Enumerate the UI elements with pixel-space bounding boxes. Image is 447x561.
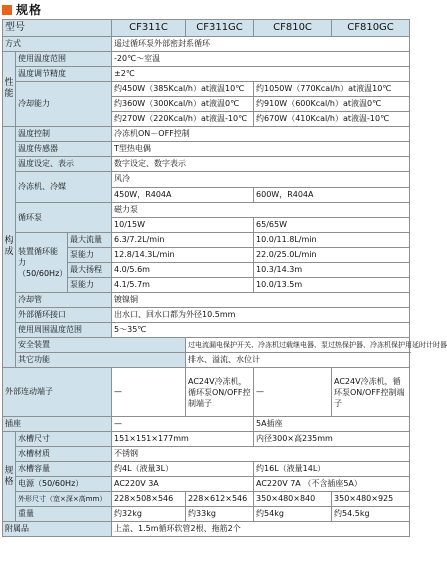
- row-value: 风冷: [112, 172, 410, 188]
- capacity-large: 22.0/25.0L/min: [254, 248, 410, 263]
- cooling-large-2: 约910W（600Kcal/h）at液温0℃: [254, 97, 410, 112]
- table-row: [3, 233, 410, 248]
- table-row: [3, 338, 410, 353]
- capacity-large: 10.3/14.3m: [254, 263, 410, 278]
- capacity-small: 4.0/5.6m: [112, 263, 254, 278]
- row-label: 外部连动端子: [3, 368, 112, 417]
- row-value: -20℃～室温: [112, 52, 410, 67]
- table-row: [3, 67, 410, 82]
- dim-cf810gc: 350×480×925: [332, 492, 410, 507]
- sub-label: 最大流量: [68, 233, 112, 248]
- sub-label: 泵能力: [68, 248, 112, 263]
- row-label: 使用周围温度范围: [16, 323, 112, 338]
- row-label: 其它功能: [16, 353, 186, 368]
- cooling-small-1: 约450W（385Kcal/h）at液温10℃: [112, 82, 254, 97]
- table-row: [3, 142, 410, 157]
- group-specs: 规格: [3, 432, 16, 522]
- row-value: 镀镍铜: [112, 293, 410, 308]
- row-label: 冷却管: [16, 293, 112, 308]
- row-label: 插座: [3, 417, 112, 432]
- pump-small: 10/15W: [112, 218, 254, 233]
- weight-cf311c: 约32kg: [112, 507, 186, 522]
- table-row: [3, 447, 410, 462]
- power-small: AC220V 3A: [112, 477, 254, 492]
- header-row: [3, 20, 410, 37]
- weight-cf311gc: 约33kg: [186, 507, 254, 522]
- row-label: 水槽材质: [16, 447, 112, 462]
- orange-square-icon: [2, 5, 12, 15]
- table-row: [3, 37, 410, 52]
- section-title: 规格: [16, 3, 43, 17]
- row-value: 过电流漏电保护开关、冷冻机过载继电器、泵过热保护器、冷冻机保护用延时计时器: [186, 338, 410, 353]
- cooling-small-3: 约270W（220Kcal/h）at液温-10℃: [112, 112, 254, 127]
- socket-large: 5A插座: [254, 417, 410, 432]
- table-row: [3, 462, 410, 477]
- row-label: 电源（50/60Hz）: [16, 477, 112, 492]
- spec-table: [2, 19, 447, 537]
- table-row: [3, 417, 410, 432]
- table-row: [3, 323, 410, 338]
- table-row: [3, 293, 410, 308]
- sub-label: 泵能力: [68, 278, 112, 293]
- table-row: [3, 507, 410, 522]
- tank-size-large: 内径300×高235mm: [254, 432, 410, 447]
- row-label: 温度传感器: [16, 142, 112, 157]
- cooling-large-3: 约670W（410Kcal/h）at液温-10℃: [254, 112, 410, 127]
- terminal-cf810gc: AC24V冷冻机，循环泵ON/OFF控制端子: [332, 368, 410, 417]
- table-row: [3, 353, 410, 368]
- model-cf311gc: CF311GC: [186, 20, 254, 37]
- dim-cf810c: 350×480×840: [254, 492, 332, 507]
- row-label: 方式: [3, 37, 112, 52]
- row-value: 排水、溢流、水位计: [186, 353, 410, 368]
- section-header: [2, 1, 42, 18]
- row-value: 上盖、1.5m循环软管2根、拖筋2个: [112, 522, 410, 537]
- row-label: 使用温度范围: [16, 52, 112, 67]
- row-label: 安全装置: [16, 338, 186, 353]
- chiller-large: 600W，R404A: [254, 187, 410, 203]
- terminal-cf810c: —: [254, 368, 332, 417]
- row-label: 外部循环接口: [16, 308, 112, 323]
- group-performance: 性能: [3, 52, 16, 127]
- dim-cf311gc: 228×612×546: [186, 492, 254, 507]
- row-label: 重量: [16, 507, 112, 522]
- capacity-large: 10.0/13.5m: [254, 278, 410, 293]
- row-label: 温度设定、表示: [16, 157, 112, 172]
- row-label: 温度控制: [16, 127, 112, 142]
- model-cf810c: CF810C: [254, 20, 332, 37]
- cooling-small-2: 约360W（300Kcal/h）at液温0℃: [112, 97, 254, 112]
- row-value: 不锈钢: [112, 447, 410, 462]
- capacity-small: 6.3/7.2L/min: [112, 233, 254, 248]
- row-value: 磁力泵: [112, 203, 410, 218]
- tank-cap-small: 约4L（液量3L）: [112, 462, 254, 477]
- capacity-small: 4.1/5.7m: [112, 278, 254, 293]
- table-row: [3, 172, 410, 188]
- socket-small: —: [112, 417, 254, 432]
- terminal-cf311gc: AC24V冷冻机，循环泵ON/OFF控制端子: [186, 368, 254, 417]
- sub-label: 最大扬程: [68, 263, 112, 278]
- row-value: 数字设定、数字表示: [112, 157, 410, 172]
- row-value: 出水口、回水口都为外径10.5mm: [112, 308, 410, 323]
- row-value: 5～35℃: [112, 323, 410, 338]
- pump-large: 65/65W: [254, 218, 410, 233]
- table-row: [3, 522, 410, 537]
- table-row: [3, 432, 410, 447]
- row-label: 水槽尺寸: [16, 432, 112, 447]
- row-label: 外形尺寸（宽×深×高mm）: [16, 492, 112, 507]
- capacity-large: 10.0/11.8L/min: [254, 233, 410, 248]
- weight-cf810c: 约54kg: [254, 507, 332, 522]
- header-label: 型号: [3, 20, 112, 37]
- power-large: AC220V 7A （不含插座5A）: [254, 477, 410, 492]
- terminal-cf311c: —: [112, 368, 186, 417]
- row-label: 冷冻机、冷媒: [16, 172, 112, 203]
- chiller-small: 450W，R404A: [112, 187, 254, 203]
- tank-cap-large: 约16L（液量14L）: [254, 462, 410, 477]
- table-row: [3, 308, 410, 323]
- table-row: [3, 52, 410, 67]
- table-row: [3, 127, 410, 142]
- capacity-small: 12.8/14.3L/min: [112, 248, 254, 263]
- tank-size-small: 151×151×177mm: [112, 432, 254, 447]
- row-value: 冷冻机ON－OFF控制: [112, 127, 410, 142]
- row-label: 冷却能力: [16, 82, 112, 127]
- row-value: T型热电偶: [112, 142, 410, 157]
- cooling-large-1: 约1050W（770Kcal/h）at液温10℃: [254, 82, 410, 97]
- model-cf810gc: CF810GC: [332, 20, 410, 37]
- group-construction: 构成: [3, 127, 16, 368]
- row-label: 装置循环能力（50/60Hz）: [16, 233, 68, 293]
- table-row: [3, 368, 410, 417]
- dim-cf311c: 228×508×546: [112, 492, 186, 507]
- model-cf311c: CF311C: [112, 20, 186, 37]
- table-row: [3, 157, 410, 172]
- row-label: 附属品: [3, 522, 112, 537]
- row-label: 循环泵: [16, 203, 112, 233]
- table-row: [3, 477, 410, 492]
- row-label: 温度调节精度: [16, 67, 112, 82]
- row-value: 遥过循环泵外部密封系循环: [112, 37, 410, 52]
- table-row: [3, 203, 410, 218]
- weight-cf810gc: 约54.5kg: [332, 507, 410, 522]
- row-value: ±2℃: [112, 67, 410, 82]
- row-label: 水槽容量: [16, 462, 112, 477]
- table-row: [3, 82, 410, 97]
- table-row: [3, 492, 410, 507]
